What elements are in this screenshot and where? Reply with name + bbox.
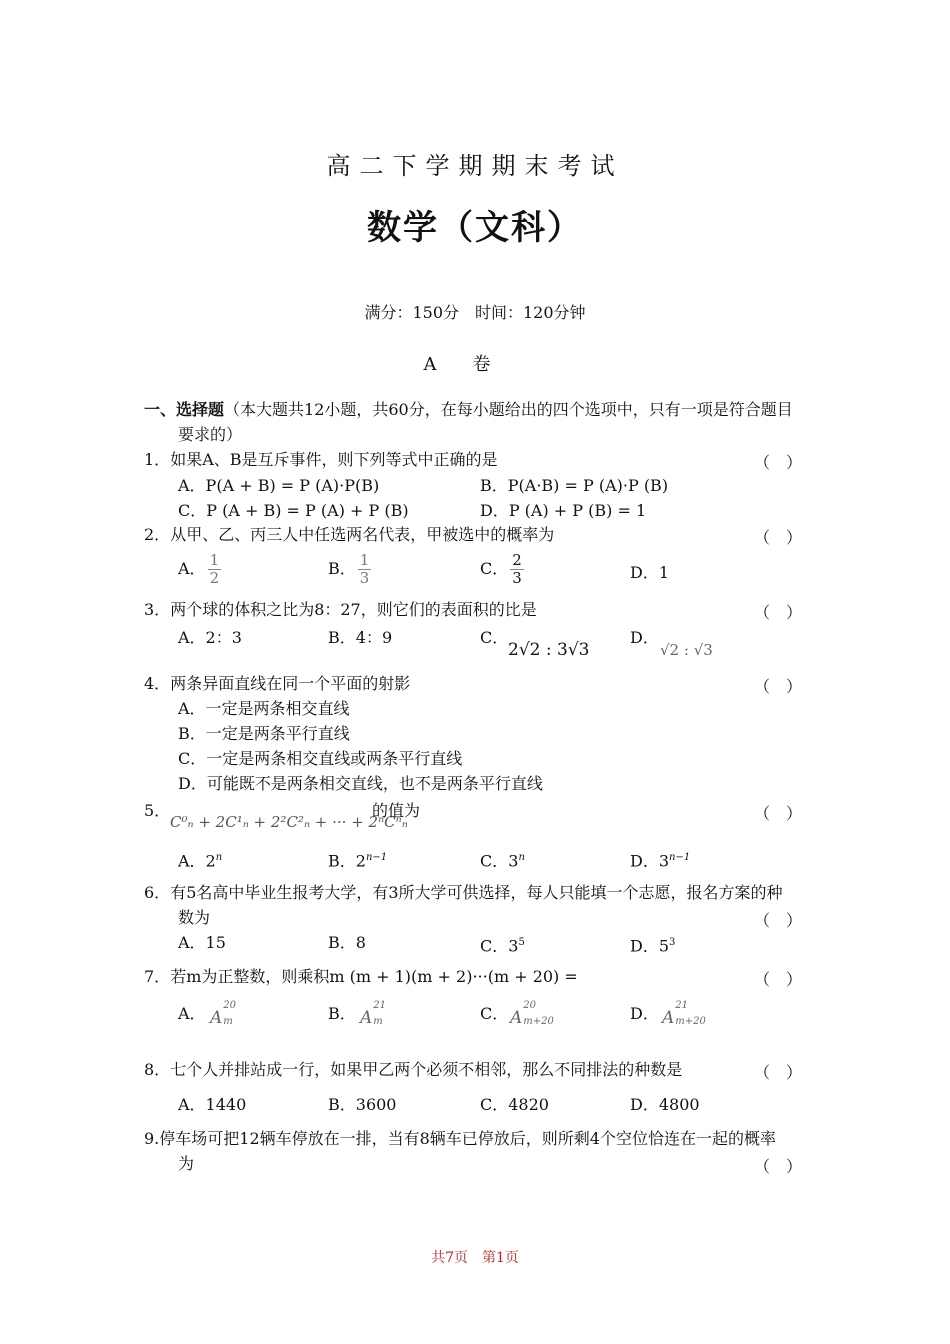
q1-option-d: D．P (A) + P (B) = 1 xyxy=(480,501,647,520)
q3-option-c-math: 2√2 : 3√3 xyxy=(508,640,590,660)
q4-option-a: A．一定是两条相交直线 xyxy=(178,699,350,718)
q1-option-b: B．P(A·B) = P (A)·P (B) xyxy=(480,476,669,495)
q3-option-c-label: C． xyxy=(480,628,509,647)
q7-option-c-label: C． xyxy=(480,1004,509,1023)
section-heading xyxy=(144,400,793,420)
answer-blank-3: （ ） xyxy=(754,603,803,622)
q7-option-b-math: A 21 m xyxy=(360,1000,387,1028)
q5-option-c: C．3$^n$ xyxy=(480,851,525,871)
q6-option-b: B．8 xyxy=(328,933,366,952)
q3-option-d-label: D． xyxy=(630,628,659,647)
question-1-stem: 1．如果A、B是互斥事件，则下列等式中正确的是 xyxy=(144,450,498,469)
question-9-stem: 9.停车场可把12辆车停放在一排，当有8辆车已停放后，则所剩4个空位恰连在一起的概率 xyxy=(144,1129,776,1148)
q6-option-d: D．$5^3$ xyxy=(630,936,676,956)
q7-option-b-label: B． xyxy=(328,1004,356,1023)
fraction: $\frac{1}{2}$ xyxy=(209,551,220,587)
q1-option-c: C．P (A + B) = P (A) + P (B) xyxy=(178,501,409,520)
q7-option-d-label: D． xyxy=(630,1004,659,1023)
q4-option-c: C．一定是两条相交直线或两条平行直线 xyxy=(178,749,463,768)
q8-option-b: B．3600 xyxy=(328,1095,397,1114)
fraction: $\frac{2}{3}$ xyxy=(512,551,522,587)
q8-option-c: C．4820 xyxy=(480,1095,549,1114)
fraction: $\frac{1}{3}$ xyxy=(359,551,370,587)
q8-option-d: D．4800 xyxy=(630,1095,700,1114)
q8-option-a: A．1440 xyxy=(178,1095,247,1114)
answer-blank-4: （ ） xyxy=(754,677,803,696)
section-intro-cont: 要求的） xyxy=(178,425,243,444)
exam-meta: 满分：150分 时间：120分钟 xyxy=(364,303,586,322)
question-7-stem: 7．若m为正整数，则乘积m (m + 1)(m + 2)···(m + 20) = xyxy=(144,967,578,986)
q3-option-d-math: √2 : √3 xyxy=(660,641,713,659)
section-title: 一、选择题 xyxy=(144,400,225,419)
q4-option-b: B．一定是两条平行直线 xyxy=(178,724,350,743)
q4-option-d: D．可能既不是两条相交直线，也不是两条平行直线 xyxy=(178,774,543,793)
q7-option-a-math: A 20 m xyxy=(210,1000,237,1028)
answer-blank-2: （ ） xyxy=(754,528,803,547)
answer-blank-7: （ ） xyxy=(754,970,803,989)
question-5-tail: 的值为 xyxy=(372,801,421,820)
q7-option-d-math: A 21 m+20 xyxy=(662,1000,706,1028)
exam-title: 数学（文科） xyxy=(367,208,583,248)
volume-label: A卷 xyxy=(423,354,527,375)
q7-option-a-label: A． xyxy=(178,1004,206,1023)
answer-blank-6: （ ） xyxy=(754,911,803,930)
q7-option-c-math: A 20 m+20 xyxy=(510,1000,554,1028)
q3-option-a: A．2：3 xyxy=(178,628,242,647)
question-8-stem: 8．七个人并排站成一行，如果甲乙两个必须不相邻，那么不同排法的种数是 xyxy=(144,1060,683,1079)
answer-blank-8: （ ） xyxy=(754,1063,803,1082)
q5-option-d: D．$3^{n-1}$ xyxy=(630,851,691,871)
exam-subtitle: 高二下学期期末考试 xyxy=(326,152,624,180)
question-5-expr: C⁰ₙ + 2C¹ₙ + 2²C²ₙ + ··· + 2ⁿCⁿₙ xyxy=(170,813,408,831)
page-footer: 共7页 第1页 xyxy=(431,1250,519,1266)
question-9-stem-cont: 为 xyxy=(178,1154,195,1173)
q2-option-c: C． $\frac{2}{3}$ xyxy=(480,551,522,587)
q1-option-a: A．P(A + B) = P (A)·P(B) xyxy=(178,476,380,495)
q5-option-a: A．2$^n$ xyxy=(178,851,223,871)
q2-option-d: D．1 xyxy=(630,563,670,582)
question-3-stem: 3．两个球的体积之比为8：27，则它们的表面积的比是 xyxy=(144,600,537,619)
q3-option-b: B．4：9 xyxy=(328,628,393,647)
answer-blank-5: （ ） xyxy=(754,804,803,823)
question-5-num: 5． xyxy=(144,801,171,820)
question-6-stem-cont: 数为 xyxy=(178,908,211,927)
section-intro: （本大题共12小题，共60分，在每小题给出的四个选项中，只有一项是符合题目 xyxy=(224,400,793,419)
question-4-stem: 4．两条异面直线在同一个平面的射影 xyxy=(144,674,411,693)
question-6-stem: 6．有5名高中毕业生报考大学，有3所大学可供选择，每人只能填一个志愿，报名方案的种 xyxy=(144,883,783,902)
question-2-stem: 2．从甲、乙、丙三人中任选两名代表，甲被选中的概率为 xyxy=(144,525,555,544)
q6-option-c: C．$3^5$ xyxy=(480,936,525,956)
answer-blank-9: （ ） xyxy=(754,1157,803,1176)
q6-option-a: A．15 xyxy=(178,933,226,952)
answer-blank-1: （ ） xyxy=(754,453,803,472)
q2-option-a: A． $\frac{1}{2}$ xyxy=(178,551,220,587)
q2-option-b: B． $\frac{1}{3}$ xyxy=(328,551,370,587)
q5-option-b: B．$2^{n-1}$ xyxy=(328,851,388,871)
